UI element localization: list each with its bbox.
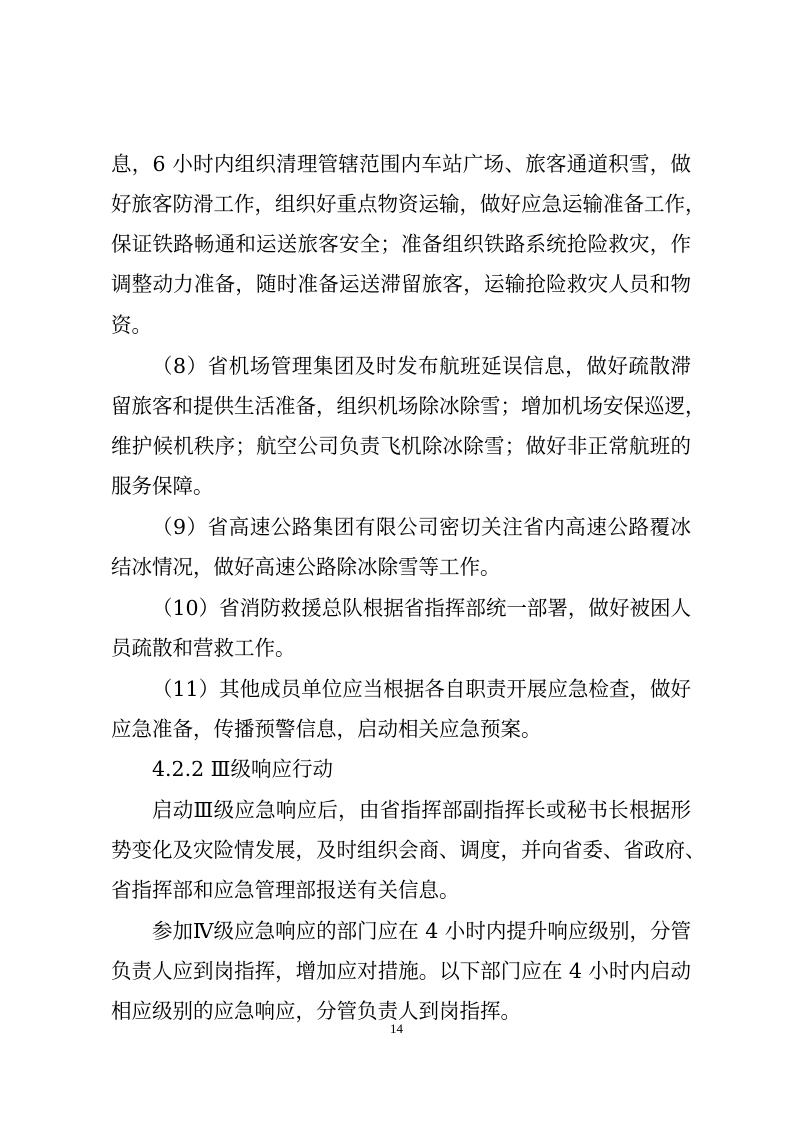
text-line: 息，6 小时内组织清理管辖范围内车站广场、旅客通道积雪，做 (111, 152, 691, 176)
text-line: （8）省机场管理集团及时发布航班延误信息，做好疏散滞 (152, 354, 691, 378)
text-line: （11）其他成员单位应当根据各自职责开展应急检查，做好 (152, 677, 691, 701)
text-line: 应急准备，传播预警信息，启动相关应急预案。 (111, 717, 542, 741)
text-line: 维护候机秩序；航空公司负责飞机除冰除雪；做好非正常航班的 (111, 434, 691, 458)
page-number: 14 (390, 1021, 403, 1036)
section-heading: 4.2.2 Ⅲ级响应行动 (152, 757, 333, 781)
text-line: 参加Ⅳ级应急响应的部门应在 4 小时内提升响应级别，分管 (152, 919, 691, 943)
text-line: 负责人应到岗指挥，增加应对措施。以下部门应在 4 小时内启动 (111, 959, 691, 983)
text-line: 留旅客和提供生活准备，组织机场除冰除雪；增加机场安保巡逻， (111, 394, 706, 418)
text-line: 启动Ⅲ级应急响应后，由省指挥部副指挥长或秘书长根据形 (152, 798, 691, 822)
text-line: 结冰情况，做好高速公路除冰除雪等工作。 (111, 555, 501, 579)
text-line: 保证铁路畅通和运送旅客安全；准备组织铁路系统抢险救灾，作 (111, 232, 691, 256)
text-line: 省指挥部和应急管理部报送有关信息。 (111, 878, 460, 902)
text-line: 资。 (111, 313, 152, 337)
text-line: 服务保障。 (111, 474, 214, 498)
text-line: 调整动力准备，随时准备运送滞留旅客，运输抢险救灾人员和物 (111, 272, 691, 296)
text-line: 好旅客防滑工作，组织好重点物资运输，做好应急运输准备工作， (111, 192, 706, 216)
text-line: 相应级别的应急响应，分管负责人到岗指挥。 (111, 999, 521, 1023)
text-line: 势变化及灾险情发展，及时组织会商、调度，并向省委、省政府、 (111, 838, 706, 862)
text-line: （9）省高速公路集团有限公司密切关注省内高速公路覆冰 (152, 515, 691, 539)
text-line: 员疏散和营救工作。 (111, 636, 296, 660)
text-line: （10）省消防救援总队根据省指挥部统一部署，做好被困人 (152, 596, 691, 620)
